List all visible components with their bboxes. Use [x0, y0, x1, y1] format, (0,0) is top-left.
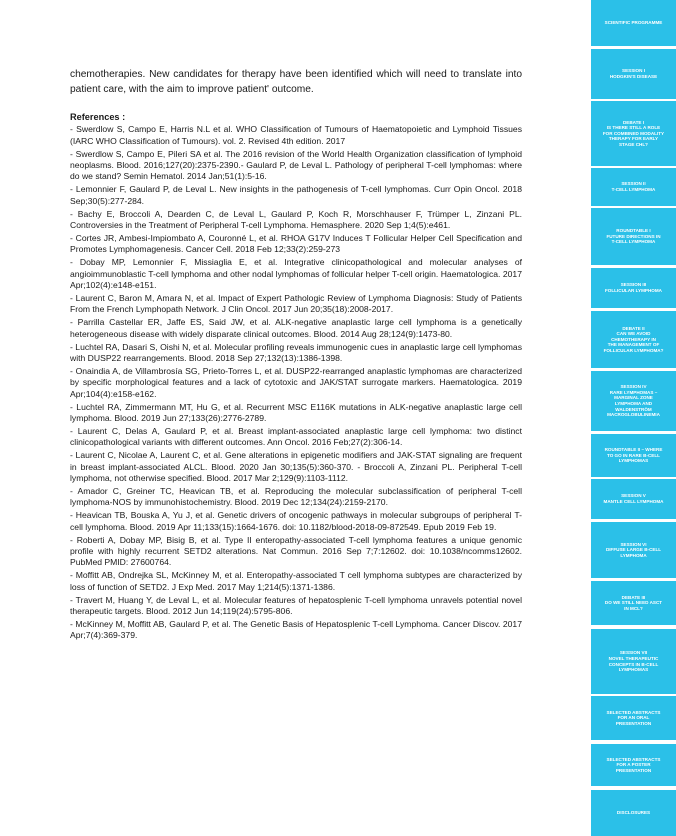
reference-item: - Swerdlow S, Campo E, Harris N.L et al. WHO Classification of Tumours of Haematopoietic and Lymphoid Tissues (IARC WHO Classification of Tumours). vol. 2. Revised 4th edition. 2017 — [70, 124, 522, 146]
reference-item: - Swerdlow S, Campo E, Pileri SA et al. The 2016 revision of the World Health Organization classification of lymphoid neoplasms. Blood. 2016;127(20):2375-2390.- Gaulard P, de Leval L. Pathology of peripheral T-cell lymphomas: where do we stand? Semin Hematol. 2014 Jan;51(1):5-16. — [70, 148, 522, 182]
reference-item: - Cortes JR, Ambesi-Impiombato A, Couronné L, et al. RHOA G17V Induces T Follicular Helper Cell Specification and Promotes Lymphomagenesis. Cancer Cell. 2018 Feb 12;33(2):259-273 — [70, 232, 522, 255]
sidebar-nav-label-line: SELECTED ABSTRACTS — [606, 709, 661, 715]
sidebar-nav-label-line: FOLLICULAR LYMPHOMA? — [603, 347, 664, 353]
sidebar-nav-label-line: STAGE CHL? — [618, 141, 648, 147]
sidebar-nav-label — [610, 68, 657, 79]
sidebar-nav-label-line: MARGINAL ZONE — [614, 395, 653, 401]
sidebar-nav-label-line: DO WE STILL NEED ASCT — [604, 600, 663, 606]
sidebar-nav-item[interactable] — [591, 268, 676, 308]
sidebar-nav-item[interactable] — [591, 208, 676, 265]
sidebar-nav-label — [605, 20, 663, 26]
reference-item: - Luchtel RA, Zimmermann MT, Hu G, et al. Recurrent MSC E116K mutations in ALK-negative anaplastic large cell lymphoma. Blood. 2019 Jun 27;133(26):2776-2789. — [70, 401, 522, 423]
sidebar-nav-label — [605, 282, 662, 293]
references-heading: References : — [70, 112, 126, 123]
sidebar-nav-label-line: PRESENTATION — [615, 720, 652, 726]
sidebar-nav-label — [603, 120, 664, 148]
sidebar-nav-label-line: LYMPHOMA — [620, 552, 647, 558]
sidebar-nav-label — [605, 595, 662, 612]
sidebar-nav-label — [606, 228, 660, 245]
sidebar-nav-label — [607, 710, 661, 727]
sidebar-nav-label-line: NOVEL THERAPEUTIC — [608, 655, 659, 661]
sidebar-nav-item[interactable] — [591, 101, 676, 166]
intro-paragraph: chemotherapies. New candidates for therapy have been identified which will need to translate into patient care, with the aim to improve patient' outcome. — [70, 69, 522, 95]
sidebar-nav-label-line: DIFFUSE LARGE B-CELL — [605, 547, 662, 553]
sidebar-nav-label-line: ROUNDTABLE II – WHERE — [604, 447, 663, 453]
sidebar-nav-item[interactable] — [591, 790, 676, 836]
sidebar-nav-label-line: SESSION III — [620, 282, 647, 288]
sidebar-nav-item[interactable] — [591, 0, 676, 46]
sidebar-nav-label-line: IS THERE STILL A ROLE — [606, 125, 661, 131]
sidebar-nav-label — [604, 326, 664, 354]
sidebar-nav-label — [605, 447, 663, 464]
sidebar-nav-label-line: CONCEPTS IN B-CELL — [608, 661, 659, 667]
sidebar-nav-item[interactable] — [591, 479, 676, 519]
sidebar-nav-label-line: SESSION VII — [619, 650, 648, 656]
sidebar-nav-label — [604, 493, 664, 504]
sidebar-nav-label-line: CHEMOTHERAPY IN — [611, 336, 656, 342]
sidebar-nav-label — [617, 810, 650, 816]
sidebar-nav-label-line: THE MANAGEMENT OF — [607, 342, 660, 348]
reference-item: - Luchtel RA, Dasari S, Oishi N, et al. Molecular profiling reveals immunogenic cues in anaplastic large cell lymphomas with DUSP22 rearrangements. Blood. 2018 Sep 27;132(13):1386-1398. — [70, 341, 522, 363]
sidebar-nav-label-line: THERAPY FOR EARLY — [608, 136, 659, 142]
reference-item: - Bachy E, Broccoli A, Dearden C, de Leval L, Gaulard P, Koch R, Morschhauser F, Trümper L, Zinzani PL. Controversies in the Treatment of Peripheral T-cell Lymphoma. Hemasphere. 2020 Sep 1;4(5):e461. — [70, 208, 522, 230]
sidebar-nav-label-line: RARE LYMPHOMAS – — [609, 389, 658, 395]
sidebar-nav-label — [612, 181, 656, 192]
sidebar-nav-item[interactable] — [591, 311, 676, 368]
sidebar-nav-label-line: SELECTED ABSTRACTS — [606, 756, 661, 762]
sidebar-nav-label-line: FOR AN ORAL — [617, 715, 650, 721]
sidebar-nav-item[interactable] — [591, 522, 676, 578]
sidebar-nav-label-line: FUTURE DIRECTIONS IN — [606, 233, 661, 239]
references-list — [70, 124, 522, 641]
sidebar-nav-label — [606, 542, 661, 559]
sidebar-nav-label-line: HODGKIN'S DISEASE — [609, 74, 658, 79]
sidebar-nav-label-line: IN MCL? — [624, 605, 643, 611]
reference-item: - Heavican TB, Bouska A, Yu J, et al. Genetic drivers of oncogenic pathways in molecular subgroups of peripheral T-cell lymphoma. Blood. 2019 Apr 11;133(15):1664-1676. doi: 10.1182/blood-2018-09-872549. Epub 2019 Feb 19. — [70, 510, 522, 532]
sidebar-nav-label-line: SESSION II — [621, 181, 646, 187]
sidebar-nav-label — [607, 384, 660, 418]
sidebar-nav-label — [607, 757, 661, 774]
sidebar-nav-item[interactable] — [591, 371, 676, 431]
sidebar-nav-label-line: CAN WE AVOID — [616, 331, 651, 337]
reference-item: - Moffitt AB, Ondrejka SL, McKinney M, et al. Enteropathy-associated T cell lymphoma subtypes are characterized by loss of function of SETD2. J Exp Med. 2017 May 1;214(5):1371-1386. — [70, 570, 522, 592]
sidebar-nav-label-line: WALDENSTRÖM — [615, 406, 652, 412]
sidebar-nav-label-line: PRESENTATION — [615, 767, 652, 773]
sidebar-nav-label-line: MANTLE CELL LYMPHOMA — [603, 499, 664, 504]
sidebar-nav-label-line: DEBATE I — [622, 119, 645, 125]
reference-item: - Dobay MP, Lemonnier F, Missiaglia E, et al. Integrative clinicopathological and molecular analyses of angioimmunoblastic T-cell lymphoma and other nodal lymphomas of follicular helper T-cell origin. Haematologica. 2017 Apr;102(4):e148-e151. — [70, 257, 522, 290]
sidebar-nav-label-line: SESSION V — [621, 493, 646, 499]
sidebar-nav-item[interactable] — [591, 696, 676, 740]
reference-item: - Amador C, Greiner TC, Heavican TB, et al. Reproducing the molecular subclassification of peripheral T-cell lymphoma-NOS by immunohistochemistry. Blood. 2019 Dec 12;134(24):2159-2170. — [70, 485, 522, 508]
sidebar-nav-label-line: T-CELL LYMPHOMA — [611, 187, 656, 192]
sidebar-nav-label — [609, 650, 659, 672]
reference-item: - McKinney M, Moffitt AB, Gaulard P, et al. The Genetic Basis of Hepatosplenic T-cell Lymphoma. Cancer Discov. 2017 Apr;7(4):369-379. — [70, 618, 522, 641]
sidebar-nav-label-line: DISCLOSURES — [616, 810, 651, 816]
sidebar-nav-label-line: SESSION IV — [620, 384, 647, 390]
sidebar-nav-label-line: SCIENTIFIC PROGRAMME — [604, 20, 663, 26]
article-body — [70, 68, 522, 643]
sidebar-nav-label-line: LYMPHOMAS — [618, 667, 649, 673]
sidebar-nav-item[interactable] — [591, 434, 676, 477]
sidebar-nav-item[interactable] — [591, 168, 676, 206]
sidebar-nav-label-line: FOR A POSTER — [616, 762, 651, 768]
sidebar-nav-label-line: FOLLICULAR LYMPHOMA — [605, 288, 662, 293]
sidebar-nav-label-line: ROUNDTABLE I — [616, 228, 651, 234]
sidebar-nav-item[interactable] — [591, 49, 676, 99]
reference-item: - Travert M, Huang Y, de Leval L, et al. Molecular features of hepatosplenic T-cell lymphoma unravels potential novel therapeutic targets. Blood. 2012 Jun 14;119(24):5795-806. — [70, 594, 522, 616]
reference-item: - Laurent C, Delas A, Gaulard P, et al. Breast implant-associated anaplastic large cell lymphoma: two distinct clinicopathological variants with different outcomes. Ann Oncol. 2016 Feb;27(2):306-14. — [70, 425, 522, 448]
sidebar-nav-label-line: DEBATE II — [622, 325, 645, 331]
sidebar-nav-label-line: LYMPHOMAS — [618, 458, 649, 464]
sidebar-nav-label-line: LYMPHOMA AND — [614, 401, 653, 406]
sidebar-nav-item[interactable] — [591, 581, 676, 625]
reference-item: - Laurent C, Nicolae A, Laurent C, et al. Gene alterations in epigenetic modifiers and JAK-STAT signaling are frequent in breast implant-associated ALCL. Blood. 2020 Jan 30;135(5):360-370. - Broccoli A, Zinzani PL. Peripheral T-cell lymphoma, not otherwise specified. Blood. 2017 Mar 2;129(9):1103-1112. — [70, 450, 522, 483]
reference-item: - Onaindia A, de Villambrosía SG, Prieto-Torres L, et al. DUSP22-rearranged anaplastic lymphomas are characterized by specific morphological features and a lack of cytotoxic and JAK/STAT surrogate markers. Haematologica. 2019 Apr;104(4):e158-e162. — [70, 365, 522, 399]
sidebar-nav-item[interactable] — [591, 744, 676, 786]
sidebar-nav — [591, 0, 676, 836]
sidebar-nav-label-line: TO GO IN RARE B-CELL — [606, 452, 660, 458]
sidebar-nav-label-line: DEBATE III — [621, 594, 646, 600]
sidebar-nav-item[interactable] — [591, 629, 676, 694]
sidebar-nav-label-line: SESSION I — [622, 68, 645, 74]
reference-item: - Laurent C, Baron M, Amara N, et al. Impact of Expert Pathologic Review of Lymphoma Diagnosis: Study of Patients From the French Lymphopath Network. J Clin Oncol. 2017 Jun 20;35(18):2008-2017. — [70, 292, 522, 315]
reference-item: - Lemonnier F, Gaulard P, de Leval L. New insights in the pathogenesis of T-cell lymphomas. Curr Opin Oncol. 2018 Sep;30(5):277-284. — [70, 184, 522, 206]
reference-item: - Parrilla Castellar ER, Jaffe ES, Said JW, et al. ALK-negative anaplastic large cell lymphoma is a genetically heterogeneous disease with widely disparate clinical outcomes. Blood. 2014 Aug 28;124(9):1473-80. — [70, 317, 522, 339]
sidebar-nav-label-line: SESSION VI — [620, 541, 647, 547]
reference-item: - Roberti A, Dobay MP, Bisig B, et al. Type II enteropathy-associated T-cell lymphoma features a unique genomic profile with highly recurrent SETD2 alterations. Nat Commun. 2016 Sep 7;7:12602. doi: 10.1038/ncomms12602. PubMed PMID: 27600764. — [70, 534, 522, 568]
sidebar-nav-label-line: T-CELL LYMPHOMA — [611, 239, 656, 245]
sidebar-nav-label-line: MACROGLOBULINEMIA — [607, 412, 660, 418]
sidebar-nav-label-line: FOR COMBINED MODALITY — [602, 130, 665, 136]
